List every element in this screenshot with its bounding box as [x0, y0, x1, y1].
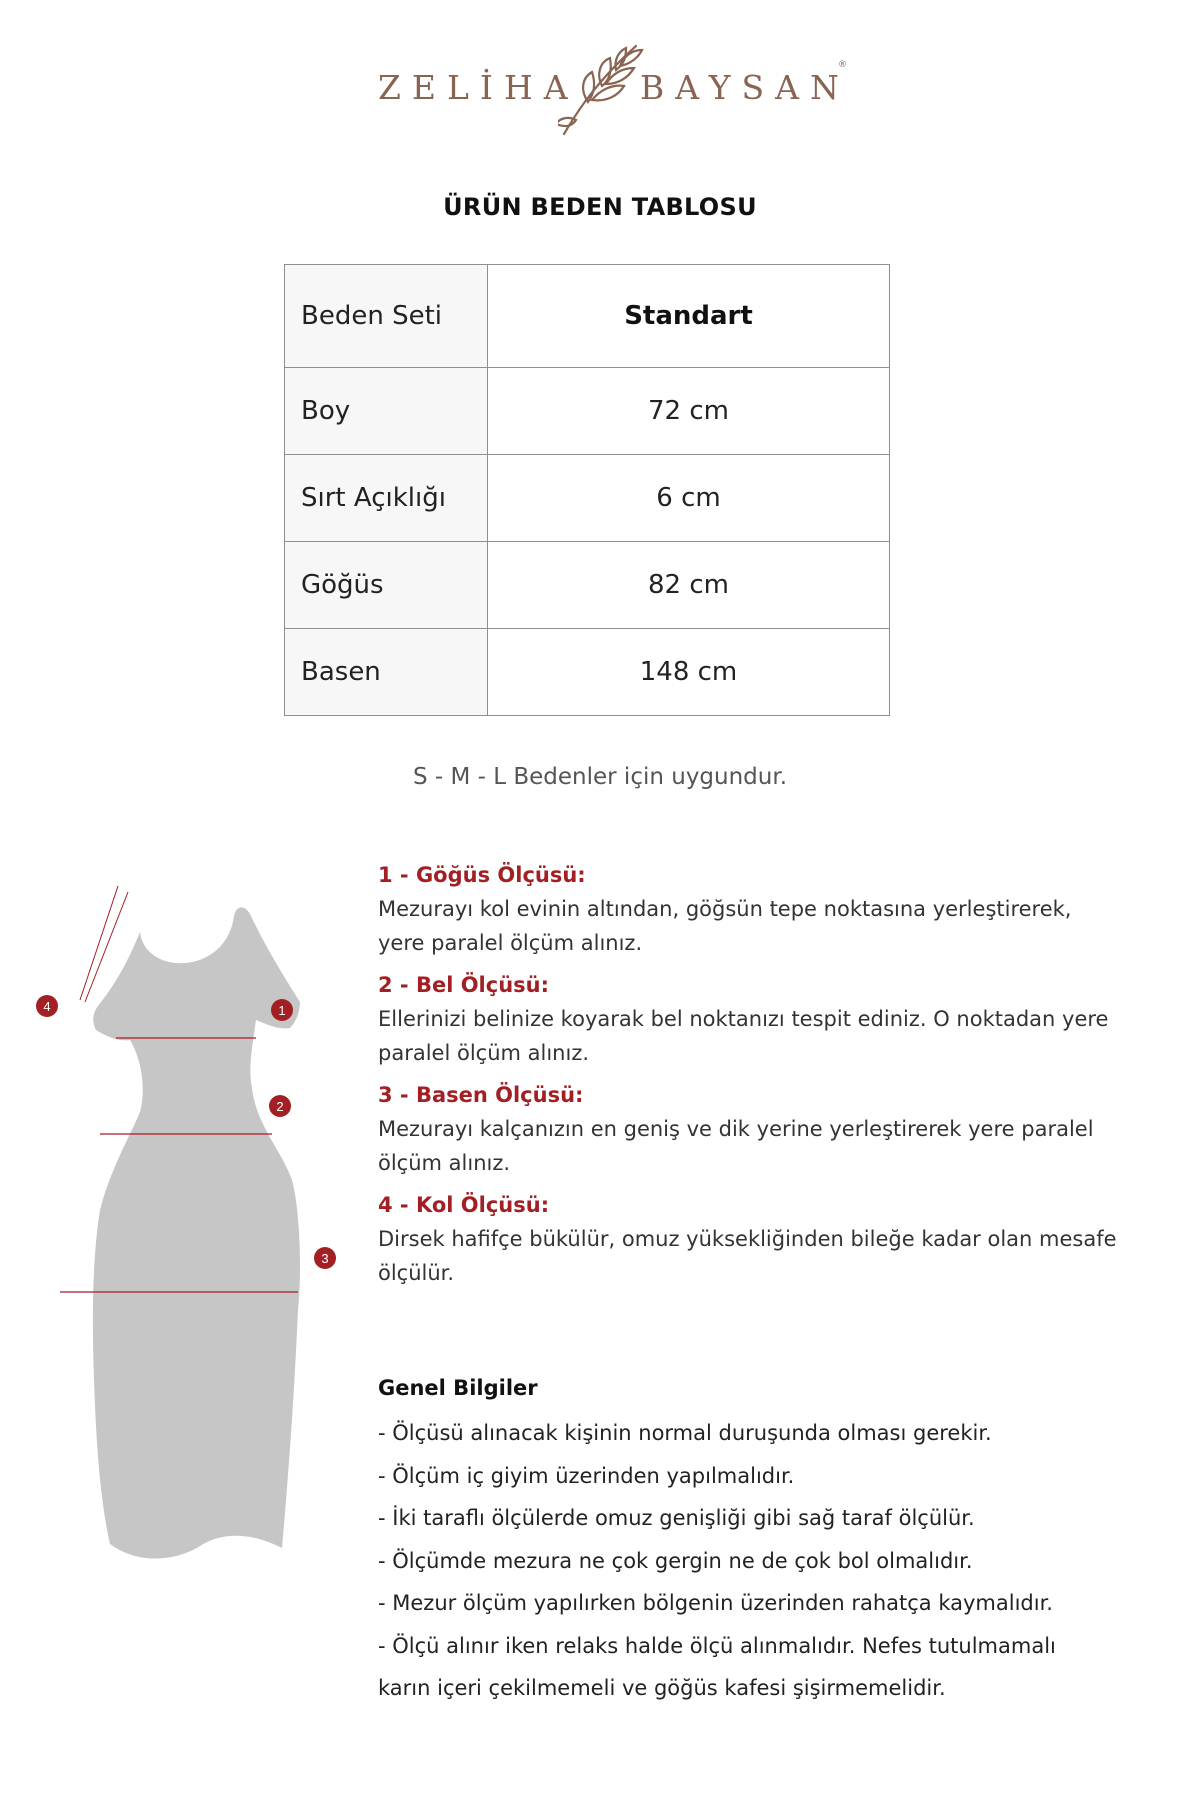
instruction-text: Mezurayı kol evinin altından, göğsün tepe noktasına yerleştirerek, yere paralel ölçüm alınız.	[378, 897, 1072, 955]
svg-text:1: 1	[278, 1003, 286, 1018]
measurement-instructions	[378, 858, 1118, 1298]
marker-1	[271, 999, 293, 1021]
general-info-line: - Ölçü alınır iken relaks halde ölçü alınmalıdır. Nefes tutulmamalı	[378, 1633, 1056, 1658]
logo-text-left: ZELİHA	[378, 68, 579, 107]
marker-2	[269, 1095, 291, 1117]
marker-3	[314, 1247, 336, 1269]
instruction-title: 4 - Kol Ölçüsü:	[378, 1193, 550, 1217]
instruction-title: 2 - Bel Ölçüsü:	[378, 973, 550, 997]
general-info-line: - Ölçüm iç giyim üzerinden yapılmalıdır.	[378, 1463, 795, 1488]
table-row	[285, 629, 890, 716]
general-info-title: Genel Bilgiler	[378, 1376, 538, 1400]
table-row	[285, 455, 890, 542]
table-row	[285, 368, 890, 455]
general-info-line: karın içeri çekilmemeli ve göğüs kafesi şişirmemelidir.	[378, 1676, 946, 1700]
instruction-item	[378, 858, 1118, 960]
row-value: 82 cm	[488, 542, 890, 629]
dress-measurement-diagram	[30, 880, 350, 1600]
instruction-title: 1 - Göğüs Ölçüsü:	[378, 863, 586, 887]
general-info-line: - Ölçümde mezura ne çok gergin ne de çok bol olmalıdır.	[378, 1548, 973, 1573]
svg-text:2: 2	[276, 1099, 284, 1114]
row-label: Basen	[285, 629, 488, 716]
registered-mark: ®	[838, 60, 847, 70]
row-value: 72 cm	[488, 368, 890, 455]
row-label: Göğüs	[285, 542, 488, 629]
instruction-text: Dirsek hafifçe bükülür, omuz yüksekliğinden bileğe kadar olan mesafe ölçülür.	[378, 1227, 1117, 1285]
size-table	[284, 264, 890, 716]
instruction-title: 3 - Basen Ölçüsü:	[378, 1083, 584, 1107]
sleeve-measure-line	[80, 886, 118, 1000]
general-info-line: - Mezur ölçüm yapılırken bölgenin üzerinden rahatça kaymalıdır.	[378, 1591, 1053, 1615]
general-info-line: - İki taraflı ölçülerde omuz genişliği gibi sağ taraf ölçülür.	[378, 1506, 975, 1530]
leaf-sprig-logo-icon	[558, 40, 648, 140]
instruction-item	[378, 1078, 1118, 1180]
table-row	[285, 542, 890, 629]
table-header-label: Beden Seti	[285, 265, 488, 368]
general-info	[378, 1368, 1138, 1710]
instruction-text: Mezurayı kalçanızın en geniş ve dik yerine yerleştirerek yere paralel ölçüm alınız.	[378, 1117, 1094, 1175]
svg-text:3: 3	[321, 1251, 329, 1266]
row-value: 6 cm	[488, 455, 890, 542]
svg-text:4: 4	[43, 999, 51, 1014]
table-header-row	[285, 265, 890, 368]
table-header-value: Standart	[488, 265, 890, 368]
instruction-item	[378, 1188, 1118, 1290]
row-label: Boy	[285, 368, 488, 455]
logo-text-right: BAYSAN	[640, 68, 850, 107]
instruction-text: Ellerinizi belinize koyarak bel noktanızı tespit ediniz. O noktadan yere paralel ölçüm alınız.	[378, 1007, 1109, 1065]
general-info-line: - Ölçüsü alınacak kişinin normal duruşunda olması gerekir.	[378, 1421, 992, 1445]
row-value: 148 cm	[488, 629, 890, 716]
size-fit-note: S - M - L Bedenler için uygundur.	[412, 764, 788, 790]
marker-4	[36, 995, 58, 1017]
page-title: ÜRÜN BEDEN TABLOSU	[443, 193, 757, 221]
instruction-item	[378, 968, 1118, 1070]
dress-silhouette	[93, 907, 300, 1558]
row-label: Sırt Açıklığı	[285, 455, 488, 542]
